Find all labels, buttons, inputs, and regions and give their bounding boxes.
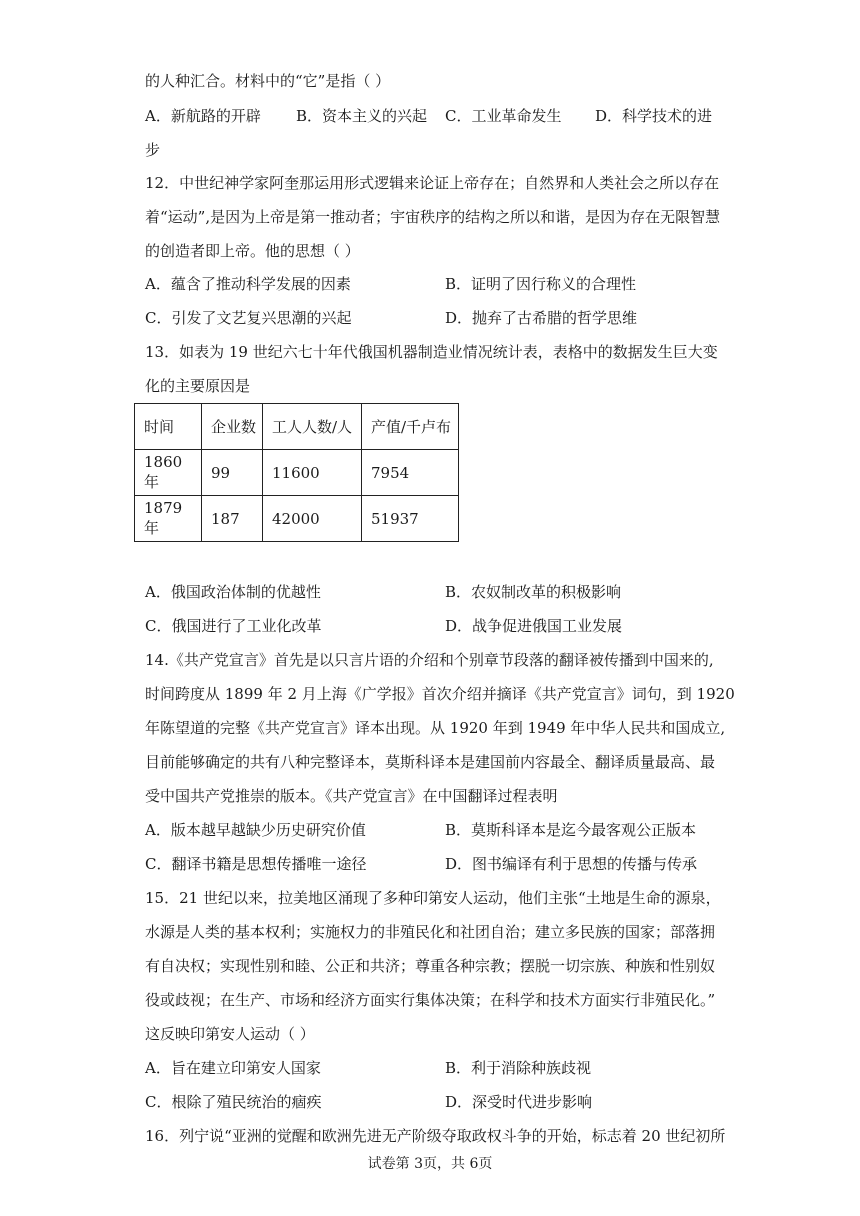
q13-option-c: C．俄国进行了工业化改革 [145,617,322,635]
q12-option-c: C．引发了文艺复兴思潮的兴起 [145,309,352,327]
table-cell: 42000 [263,496,362,542]
question-14-line-4: 目前能够确定的共有八种完整译本，莫斯科译本是建国前内容最全、翻译质量最高、最 [145,753,716,771]
question-14-line-3: 年陈望道的完整《共产党宣言》译本出现。从 1920 年到 1949 年中华人民共和国成立, [145,719,726,737]
question-16-line-1: 16．列宁说“亚洲的觉醒和欧洲先进无产阶级夺取政权斗争的开始，标志着 20 世纪初所 [145,1127,726,1145]
q14-option-d: D．图书编译有利于思想的传播与传承 [445,855,698,873]
question-12-line-3: 的创造者即上帝。他的思想（ ） [145,242,360,260]
question-13-line-2: 化的主要原因是 [145,377,251,395]
q15-option-c: C．根除了殖民统治的痼疾 [145,1093,322,1111]
table-header-cell: 时间 [135,404,202,450]
table-row [135,496,459,542]
table-cell: 7954 [362,450,459,496]
q12-option-b: B．证明了因行称义的合理性 [445,275,637,293]
q14-option-c: C．翻译书籍是思想传播唯一途径 [145,855,367,873]
question-14-line-5: 受中国共产党推崇的版本。《共产党宣言》在中国翻译过程表明 [145,787,558,805]
q13-option-d: D．战争促进俄国工业发展 [445,617,623,635]
table-header-cell: 企业数 [202,404,263,450]
q15-option-b: B．利于消除种族歧视 [445,1059,592,1077]
table-cell: 1860 年 [135,450,202,496]
question-12-line-2: 着“运动”,是因为上帝是第一推动者；宇宙秩序的结构之所以和谐，是因为存在无限智慧 [145,208,721,226]
q12-option-a: A．蕴含了推动科学发展的因素 [145,275,351,293]
table-cell: 1879 年 [135,496,202,542]
q11-option-a: A．新航路的开辟 [145,107,261,125]
q15-option-d: D．深受时代进步影响 [445,1093,593,1111]
table-cell: 51937 [362,496,459,542]
table-cell: 99 [202,450,263,496]
q11-option-d: D．科学技术的进 [595,107,713,125]
machinery-statistics-table [134,403,459,542]
q15-option-a: A．旨在建立印第安人国家 [145,1059,321,1077]
q13-option-a: A．俄国政治体制的优越性 [145,583,321,601]
q11-option-b: B．资本主义的兴起 [296,107,428,125]
table-header-cell: 工人人数/人 [263,404,362,450]
table-header-cell: 产值/千卢布 [362,404,459,450]
table-header-row [135,404,459,450]
question-15-line-1: 15．21 世纪以来，拉美地区涌现了多种印第安人运动，他们主张“土地是生命的源泉， [145,889,721,907]
question-12-line-1: 12．中世纪神学家阿奎那运用形式逻辑来论证上帝存在；自然界和人类社会之所以存在 [145,174,720,192]
question-15-line-4: 役或歧视；在生产、市场和经济方面实行集体决策；在科学和技术方面实行非殖民化。” [145,991,716,1009]
table-cell: 11600 [263,450,362,496]
question-14-line-2: 时间跨度从 1899 年 2 月上海《广学报》首次介绍并摘译《共产党宣言》词句，到 1920 [145,685,735,703]
question-13-line-1: 13．如表为 19 世纪六七十年代俄国机器制造业情况统计表，表格中的数据发生巨大变 [145,343,718,361]
question-11-stem-tail: 的人种汇合。材料中的“它”是指（ ） [145,72,391,90]
q11-option-d-wrap: 步 [145,141,161,159]
q12-option-d: D．抛弃了古希腊的哲学思维 [445,309,638,327]
question-15-line-5: 这反映印第安人运动（ ） [145,1025,315,1043]
question-15-line-3: 有自决权；实现性别和睦、公正和共济；尊重各种宗教；摆脱一切宗族、种族和性别奴 [145,957,716,975]
table-row [135,450,459,496]
q11-option-c: C．工业革命发生 [445,107,562,125]
question-14-line-1: 14.《共产党宣言》首先是以只言片语的介绍和个别章节段落的翻译被传播到中国来的, [145,651,714,669]
q14-option-b: B．莫斯科译本是迄今最客观公正版本 [445,821,697,839]
page-footer: 试卷第 3页，共 6页 [367,1156,493,1172]
q14-option-a: A．版本越早越缺少历史研究价值 [145,821,366,839]
q13-option-b: B．农奴制改革的积极影响 [445,583,622,601]
question-15-line-2: 水源是人类的基本权利；实施权力的非殖民化和社团自治；建立多民族的国家；部落拥 [145,923,716,941]
table-cell: 187 [202,496,263,542]
